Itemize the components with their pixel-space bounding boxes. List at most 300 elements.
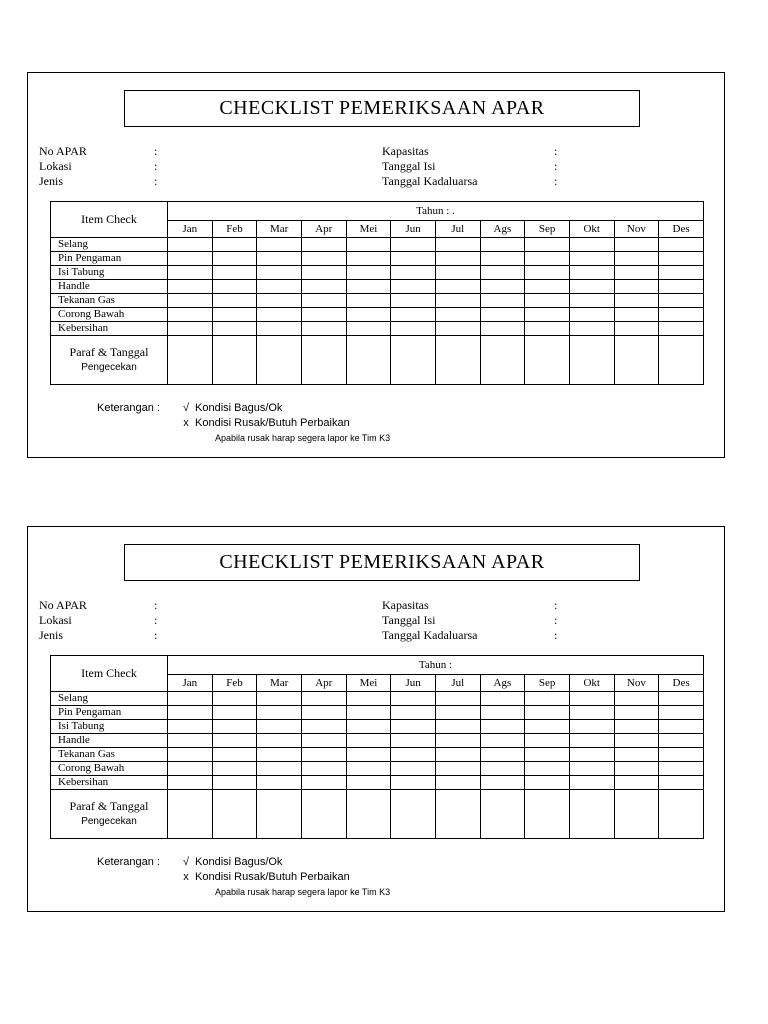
- table-row: [51, 790, 704, 839]
- month-header: Jul: [435, 675, 480, 692]
- check-cell[interactable]: [168, 706, 213, 720]
- check-cell[interactable]: [435, 762, 480, 776]
- check-cell[interactable]: [569, 238, 614, 252]
- legend-note: Apabila rusak harap segera lapor ke Tim K3: [215, 433, 391, 443]
- info-fields-right: [382, 598, 557, 643]
- check-cell[interactable]: [391, 280, 436, 294]
- item-label: Kebersihan: [51, 322, 168, 336]
- check-cell[interactable]: [346, 280, 391, 294]
- check-cell[interactable]: [346, 720, 391, 734]
- item-label: Kebersihan: [51, 776, 168, 790]
- check-cell[interactable]: [212, 776, 257, 790]
- check-cell[interactable]: [168, 322, 213, 336]
- check-cell[interactable]: [480, 720, 525, 734]
- check-cell[interactable]: [435, 692, 480, 706]
- check-cell[interactable]: [614, 294, 659, 308]
- paraf-subtitle: Pengecekan: [81, 816, 137, 827]
- form-title: CHECKLIST PEMERIKSAAN APAR: [124, 544, 640, 581]
- check-cell[interactable]: [168, 748, 213, 762]
- check-cell[interactable]: [525, 322, 570, 336]
- check-cell[interactable]: [301, 748, 346, 762]
- month-header: Apr: [301, 221, 346, 238]
- item-label: Isi Tabung: [51, 266, 168, 280]
- check-cell[interactable]: [301, 322, 346, 336]
- check-cell[interactable]: [569, 266, 614, 280]
- check-icon: √: [182, 402, 190, 414]
- check-cell[interactable]: [391, 238, 436, 252]
- check-cell[interactable]: [569, 720, 614, 734]
- check-cell[interactable]: [480, 308, 525, 322]
- month-header: Mei: [346, 675, 391, 692]
- check-cell[interactable]: [435, 280, 480, 294]
- month-header: Okt: [569, 675, 614, 692]
- year-header: Tahun :: [168, 656, 704, 675]
- field-label-kapasitas: Kapasitas: [382, 598, 429, 612]
- check-cell[interactable]: [346, 692, 391, 706]
- check-cell[interactable]: [569, 734, 614, 748]
- check-cell[interactable]: [569, 322, 614, 336]
- paraf-label: [51, 790, 168, 839]
- check-cell[interactable]: [614, 762, 659, 776]
- field-separator: :: [154, 144, 158, 158]
- check-cell[interactable]: [480, 748, 525, 762]
- check-cell[interactable]: [435, 238, 480, 252]
- check-cell[interactable]: [569, 748, 614, 762]
- check-cell[interactable]: [257, 720, 302, 734]
- table-row: [51, 734, 704, 748]
- check-cell[interactable]: [525, 266, 570, 280]
- check-cell[interactable]: [569, 308, 614, 322]
- field-separator: :: [554, 159, 558, 173]
- check-cell[interactable]: [435, 776, 480, 790]
- check-cell[interactable]: [391, 692, 436, 706]
- paraf-cell[interactable]: [301, 790, 346, 839]
- check-cell[interactable]: [212, 280, 257, 294]
- item-label: Handle: [51, 280, 168, 294]
- table-row: [51, 308, 704, 322]
- check-cell[interactable]: [435, 252, 480, 266]
- check-cell[interactable]: [168, 762, 213, 776]
- cross-icon: x: [183, 417, 189, 429]
- check-cell[interactable]: [435, 322, 480, 336]
- check-cell[interactable]: [257, 748, 302, 762]
- check-cell[interactable]: [391, 252, 436, 266]
- check-cell[interactable]: [212, 322, 257, 336]
- check-cell[interactable]: [257, 266, 302, 280]
- check-cell[interactable]: [659, 706, 704, 720]
- check-cell[interactable]: [435, 294, 480, 308]
- month-header: Ags: [480, 221, 525, 238]
- month-header: Okt: [569, 221, 614, 238]
- month-header: Nov: [614, 221, 659, 238]
- check-cell[interactable]: [391, 266, 436, 280]
- check-cell[interactable]: [435, 266, 480, 280]
- check-cell[interactable]: [614, 252, 659, 266]
- check-cell[interactable]: [301, 252, 346, 266]
- paraf-cell[interactable]: [525, 336, 570, 385]
- month-header: Des: [659, 221, 704, 238]
- check-cell[interactable]: [525, 280, 570, 294]
- check-cell[interactable]: [525, 252, 570, 266]
- month-header: Mar: [257, 221, 302, 238]
- paraf-title: Paraf & Tanggal: [69, 799, 149, 813]
- check-cell[interactable]: [257, 294, 302, 308]
- item-label: Corong Bawah: [51, 762, 168, 776]
- paraf-cell[interactable]: [659, 336, 704, 385]
- paraf-cell[interactable]: [480, 790, 525, 839]
- month-header: Jan: [168, 221, 213, 238]
- check-cell[interactable]: [346, 252, 391, 266]
- check-cell[interactable]: [168, 238, 213, 252]
- check-cell[interactable]: [659, 238, 704, 252]
- check-cell[interactable]: [659, 308, 704, 322]
- check-cell[interactable]: [301, 294, 346, 308]
- table-row: [51, 692, 704, 706]
- check-cell[interactable]: [569, 762, 614, 776]
- check-cell[interactable]: [659, 720, 704, 734]
- legend-cross-text: Kondisi Rusak/Butuh Perbaikan: [195, 417, 350, 429]
- check-cell[interactable]: [257, 706, 302, 720]
- paraf-cell[interactable]: [525, 790, 570, 839]
- check-cell[interactable]: [569, 692, 614, 706]
- month-header: Nov: [614, 675, 659, 692]
- check-cell[interactable]: [391, 748, 436, 762]
- check-cell[interactable]: [301, 734, 346, 748]
- check-cell[interactable]: [659, 776, 704, 790]
- paraf-cell[interactable]: [168, 336, 213, 385]
- paraf-cell[interactable]: [614, 790, 659, 839]
- check-cell[interactable]: [391, 734, 436, 748]
- check-cell[interactable]: [212, 308, 257, 322]
- check-cell[interactable]: [168, 720, 213, 734]
- checklist-table: [50, 655, 704, 839]
- check-cell[interactable]: [569, 776, 614, 790]
- item-label: Tekanan Gas: [51, 748, 168, 762]
- paraf-cell[interactable]: [435, 336, 480, 385]
- check-cell[interactable]: [569, 280, 614, 294]
- check-cell[interactable]: [257, 776, 302, 790]
- check-cell[interactable]: [614, 238, 659, 252]
- field-label-lokasi: Lokasi: [39, 613, 72, 627]
- paraf-cell[interactable]: [569, 336, 614, 385]
- paraf-cell[interactable]: [257, 336, 302, 385]
- check-cell[interactable]: [346, 734, 391, 748]
- check-cell[interactable]: [614, 266, 659, 280]
- info-fields-left: [39, 144, 157, 189]
- field-label-jenis: Jenis: [39, 628, 63, 642]
- field-separator: :: [554, 598, 558, 612]
- check-cell[interactable]: [569, 252, 614, 266]
- check-cell[interactable]: [301, 280, 346, 294]
- check-cell[interactable]: [480, 692, 525, 706]
- month-header: Sep: [525, 675, 570, 692]
- check-cell[interactable]: [659, 748, 704, 762]
- check-cell[interactable]: [391, 308, 436, 322]
- form-title: CHECKLIST PEMERIKSAAN APAR: [124, 90, 640, 127]
- check-cell[interactable]: [168, 734, 213, 748]
- paraf-label: [51, 336, 168, 385]
- table-row: [51, 294, 704, 308]
- check-cell[interactable]: [480, 252, 525, 266]
- check-cell[interactable]: [168, 266, 213, 280]
- item-label: Selang: [51, 692, 168, 706]
- field-separator: :: [154, 598, 158, 612]
- checklist-table: [50, 201, 704, 385]
- check-cell[interactable]: [614, 308, 659, 322]
- table-row: [51, 776, 704, 790]
- field-label-no-apar: No APAR: [39, 598, 87, 612]
- check-cell[interactable]: [346, 294, 391, 308]
- check-cell[interactable]: [525, 238, 570, 252]
- check-cell[interactable]: [525, 308, 570, 322]
- check-cell[interactable]: [525, 294, 570, 308]
- table-row: [51, 322, 704, 336]
- check-cell[interactable]: [346, 776, 391, 790]
- paraf-cell[interactable]: [391, 336, 436, 385]
- month-header: Des: [659, 675, 704, 692]
- check-cell[interactable]: [346, 748, 391, 762]
- check-cell[interactable]: [168, 280, 213, 294]
- check-cell[interactable]: [257, 308, 302, 322]
- check-cell[interactable]: [346, 706, 391, 720]
- check-cell[interactable]: [391, 776, 436, 790]
- check-cell[interactable]: [614, 280, 659, 294]
- legend-label: Keterangan :: [97, 856, 160, 868]
- check-cell[interactable]: [257, 762, 302, 776]
- check-cell[interactable]: [168, 294, 213, 308]
- check-cell[interactable]: [301, 692, 346, 706]
- field-label-no-apar: No APAR: [39, 144, 87, 158]
- check-cell[interactable]: [659, 294, 704, 308]
- table-row: [51, 748, 704, 762]
- table-row: [51, 720, 704, 734]
- check-cell[interactable]: [435, 720, 480, 734]
- check-cell[interactable]: [257, 692, 302, 706]
- check-cell[interactable]: [301, 776, 346, 790]
- paraf-subtitle: Pengecekan: [81, 362, 137, 373]
- month-header: Feb: [212, 675, 257, 692]
- check-cell[interactable]: [212, 294, 257, 308]
- paraf-cell[interactable]: [659, 790, 704, 839]
- check-cell[interactable]: [212, 266, 257, 280]
- check-cell[interactable]: [301, 706, 346, 720]
- check-icon: √: [182, 856, 190, 868]
- field-label-lokasi: Lokasi: [39, 159, 72, 173]
- check-cell[interactable]: [569, 294, 614, 308]
- month-header: Ags: [480, 675, 525, 692]
- field-separator: :: [154, 613, 158, 627]
- legend-cross-text: Kondisi Rusak/Butuh Perbaikan: [195, 871, 350, 883]
- field-label-jenis: Jenis: [39, 174, 63, 188]
- check-cell[interactable]: [257, 322, 302, 336]
- check-cell[interactable]: [301, 238, 346, 252]
- table-row: [51, 706, 704, 720]
- legend-check-text: Kondisi Bagus/Ok: [195, 402, 283, 414]
- check-cell[interactable]: [525, 692, 570, 706]
- check-cell[interactable]: [614, 720, 659, 734]
- cross-icon: x: [183, 871, 189, 883]
- field-separator: :: [154, 159, 158, 173]
- check-cell[interactable]: [480, 322, 525, 336]
- field-separator: :: [154, 174, 158, 188]
- check-cell[interactable]: [480, 706, 525, 720]
- check-cell[interactable]: [525, 734, 570, 748]
- check-cell[interactable]: [301, 762, 346, 776]
- field-label-tanggal-kadaluarsa: Tanggal Kadaluarsa: [382, 174, 478, 188]
- item-label: Corong Bawah: [51, 308, 168, 322]
- check-cell[interactable]: [257, 280, 302, 294]
- paraf-cell[interactable]: [480, 336, 525, 385]
- check-cell[interactable]: [346, 322, 391, 336]
- item-check-header: Item Check: [51, 202, 168, 238]
- legend: [97, 855, 390, 900]
- check-cell[interactable]: [525, 776, 570, 790]
- table-row: [51, 762, 704, 776]
- paraf-cell[interactable]: [212, 336, 257, 385]
- checklist-card-2: [27, 526, 725, 912]
- item-label: Tekanan Gas: [51, 294, 168, 308]
- item-label: Pin Pengaman: [51, 252, 168, 266]
- check-cell[interactable]: [168, 692, 213, 706]
- check-cell[interactable]: [569, 706, 614, 720]
- check-cell[interactable]: [391, 706, 436, 720]
- month-header: Jun: [391, 675, 436, 692]
- check-cell[interactable]: [435, 748, 480, 762]
- check-cell[interactable]: [614, 706, 659, 720]
- check-cell[interactable]: [659, 280, 704, 294]
- check-cell[interactable]: [212, 734, 257, 748]
- check-cell[interactable]: [435, 706, 480, 720]
- check-cell[interactable]: [614, 692, 659, 706]
- table-row: [51, 336, 704, 385]
- month-header: Jun: [391, 221, 436, 238]
- check-cell[interactable]: [212, 706, 257, 720]
- paraf-cell[interactable]: [435, 790, 480, 839]
- paraf-cell[interactable]: [569, 790, 614, 839]
- checklist-card-1: [27, 72, 725, 458]
- check-cell[interactable]: [301, 308, 346, 322]
- paraf-cell[interactable]: [614, 336, 659, 385]
- paraf-cell[interactable]: [257, 790, 302, 839]
- field-separator: :: [154, 628, 158, 642]
- field-label-tanggal-kadaluarsa: Tanggal Kadaluarsa: [382, 628, 478, 642]
- check-cell[interactable]: [480, 294, 525, 308]
- check-cell[interactable]: [346, 762, 391, 776]
- check-cell[interactable]: [480, 238, 525, 252]
- month-header: Mei: [346, 221, 391, 238]
- field-label-tanggal-isi: Tanggal Isi: [382, 613, 436, 627]
- check-cell[interactable]: [614, 322, 659, 336]
- table-row: [51, 252, 704, 266]
- check-cell[interactable]: [391, 720, 436, 734]
- check-cell[interactable]: [212, 238, 257, 252]
- check-cell[interactable]: [257, 238, 302, 252]
- check-cell[interactable]: [525, 748, 570, 762]
- check-cell[interactable]: [301, 720, 346, 734]
- month-header: Mar: [257, 675, 302, 692]
- info-fields-left: [39, 598, 157, 643]
- table-row: [51, 280, 704, 294]
- paraf-cell[interactable]: [301, 336, 346, 385]
- check-cell[interactable]: [346, 238, 391, 252]
- item-check-header: Item Check: [51, 656, 168, 692]
- check-cell[interactable]: [168, 776, 213, 790]
- check-cell[interactable]: [168, 252, 213, 266]
- month-header: Apr: [301, 675, 346, 692]
- check-cell[interactable]: [346, 308, 391, 322]
- check-cell[interactable]: [435, 308, 480, 322]
- field-separator: :: [554, 174, 558, 188]
- check-cell[interactable]: [212, 762, 257, 776]
- table-row: [51, 266, 704, 280]
- check-cell[interactable]: [391, 762, 436, 776]
- paraf-cell[interactable]: [212, 790, 257, 839]
- month-header: Sep: [525, 221, 570, 238]
- check-cell[interactable]: [659, 762, 704, 776]
- check-cell[interactable]: [212, 692, 257, 706]
- field-separator: :: [554, 144, 558, 158]
- check-cell[interactable]: [257, 734, 302, 748]
- item-label: Isi Tabung: [51, 720, 168, 734]
- year-header: Tahun : .: [168, 202, 704, 221]
- check-cell[interactable]: [525, 706, 570, 720]
- check-cell[interactable]: [301, 266, 346, 280]
- check-cell[interactable]: [480, 280, 525, 294]
- check-cell[interactable]: [212, 748, 257, 762]
- check-cell[interactable]: [257, 252, 302, 266]
- check-cell[interactable]: [659, 322, 704, 336]
- legend-note: Apabila rusak harap segera lapor ke Tim K3: [215, 887, 391, 897]
- paraf-cell[interactable]: [346, 790, 391, 839]
- check-cell[interactable]: [480, 266, 525, 280]
- paraf-cell[interactable]: [346, 336, 391, 385]
- check-cell[interactable]: [391, 294, 436, 308]
- field-separator: :: [554, 613, 558, 627]
- check-cell[interactable]: [614, 734, 659, 748]
- check-cell[interactable]: [212, 252, 257, 266]
- item-label: Handle: [51, 734, 168, 748]
- table-row: [51, 238, 704, 252]
- check-cell[interactable]: [480, 734, 525, 748]
- info-fields-right: [382, 144, 557, 189]
- check-cell[interactable]: [346, 266, 391, 280]
- paraf-cell[interactable]: [168, 790, 213, 839]
- field-label-tanggal-isi: Tanggal Isi: [382, 159, 436, 173]
- paraf-title: Paraf & Tanggal: [69, 345, 149, 359]
- field-separator: :: [554, 628, 558, 642]
- check-cell[interactable]: [659, 266, 704, 280]
- check-cell[interactable]: [659, 252, 704, 266]
- check-cell[interactable]: [212, 720, 257, 734]
- check-cell[interactable]: [659, 692, 704, 706]
- check-cell[interactable]: [435, 734, 480, 748]
- month-header: Feb: [212, 221, 257, 238]
- check-cell[interactable]: [659, 734, 704, 748]
- legend-check-text: Kondisi Bagus/Ok: [195, 856, 283, 868]
- check-cell[interactable]: [480, 762, 525, 776]
- check-cell[interactable]: [391, 322, 436, 336]
- legend: [97, 401, 390, 446]
- month-header: Jan: [168, 675, 213, 692]
- paraf-cell[interactable]: [391, 790, 436, 839]
- check-cell[interactable]: [525, 762, 570, 776]
- check-cell[interactable]: [614, 776, 659, 790]
- check-cell[interactable]: [614, 748, 659, 762]
- check-cell[interactable]: [525, 720, 570, 734]
- item-label: Selang: [51, 238, 168, 252]
- check-cell[interactable]: [168, 308, 213, 322]
- check-cell[interactable]: [480, 776, 525, 790]
